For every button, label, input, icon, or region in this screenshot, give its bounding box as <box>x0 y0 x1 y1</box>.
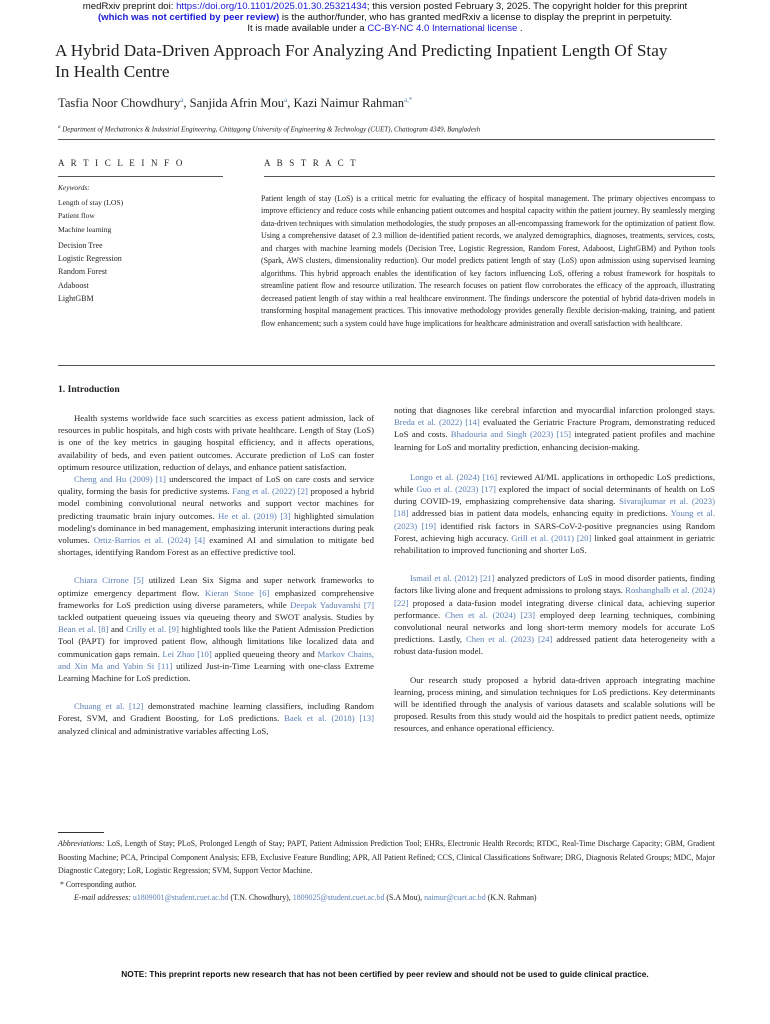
paragraph <box>58 473 374 558</box>
text-run: employed deep learning techniques, combining convolutional neural networks and long short-term memory models for accurate LoS predictions. Lastly, <box>394 609 715 645</box>
email-owner: (K.N. Rahman) <box>485 893 537 903</box>
citation-link[interactable]: Chiara Cirrone [5] <box>74 575 144 586</box>
paragraph <box>58 574 374 684</box>
citation-link[interactable]: Deepak Yaduvanshi [7] <box>290 599 374 610</box>
doi-link[interactable]: https://doi.org/10.1101/2025.01.30.25321434 <box>176 1 367 12</box>
author-affiliation-mark: a <box>284 96 288 104</box>
email-owner: (T.N. Chowdhury), <box>228 893 293 903</box>
email-link[interactable]: naimur@cuet.ac.bd <box>424 893 486 903</box>
citation-link[interactable]: Cheng and Hu (2009) [1] <box>74 474 166 485</box>
abstract-bottom-rule <box>58 365 715 366</box>
paragraph <box>58 700 374 737</box>
citation-link[interactable]: Guo et al. (2023) [17] <box>416 484 496 495</box>
citation-link[interactable]: Chuang et al. [12] <box>74 701 144 712</box>
citation-link[interactable]: Kieran Stone [6] <box>204 587 270 598</box>
citation-link[interactable]: Crilly et al. [9] <box>126 624 179 635</box>
footnote-rule <box>58 832 104 833</box>
banner-line-2: (which was not certified by peer review) is the author/funder, who has granted medRxiv a license to display the preprint in perpetuity. <box>97 12 673 24</box>
citation-link[interactable]: Grill et al. (2011) [20] <box>511 532 592 543</box>
email-link[interactable]: 1809025@student.cuet.ac.bd <box>292 893 385 903</box>
text-run: addressed bias in patient data models, enhancing equity in predictions. <box>408 508 671 519</box>
citation-link[interactable]: Chen et al. (2024) [23] <box>444 609 536 620</box>
paragraph <box>58 412 374 473</box>
keyword-item: Decision Tree <box>58 240 103 250</box>
keyword-item: Random Forest <box>58 267 108 277</box>
text-run: highlighted simulation modeling's dominance in bed management, emphasizing interunit interactions during peak volumes. <box>58 510 374 546</box>
abstract-text: Patient length of stay (LoS) is a critical metric for evaluating the efficacy of hospital management. The primary objectives encompass to improve efficiency and reduce costs while enhancing patient outcomes and hospital capacity within the patient journey. By seamlessly merging data-driven techniques with simulation methodologies, the study proposes an all-encompassing framework for the optimization of patient flow. Using a comprehensive dataset of 2.3 million de-identified patient records, we analyzed demographics, diagnoses, treatments, services, costs, and charges with machine learning models (Decision Tree, Logistic Regression, Random Forest, Adaboost, LightGBM) and Python tools (Spark, AWS clusters, dimensionality reduction). Our model predicts patient length of stay (LoS) upon admission using supervised learning algorithms. This hybrid approach enables the identification of key factors influencing LoS, offering a robust framework for hospitals to streamline patient flow and resource utilization. The research focuses on patient flow corroborates the efficacy of the approach, illustrating decreased patient length of stay within a real healthcare environment. The findings underscore the potential of hybrid data-driven models in transforming hospital management practices. This innovative methodology provides generally flexible decision-making, training, and patient flow enhancement; such a system could have huge implications for healthcare administration and overall satisfaction with healthcare. <box>261 194 715 328</box>
text-run: emphasized comprehensive frameworks for LoS prediction using diverse parameters, while <box>58 587 374 610</box>
author-affiliation-mark: a <box>180 96 184 104</box>
citation-link[interactable]: Roshanghalb et al. (2024) [22] <box>394 585 715 608</box>
text-run: analyzed clinical and administrative variables affecting LoS, <box>58 725 269 736</box>
citation-link[interactable]: Chen et al. (2023) [24] <box>465 634 553 645</box>
license-link[interactable]: CC-BY-NC 4.0 International license <box>367 23 518 35</box>
keyword-item: Length of stay (LOS) <box>58 198 124 207</box>
keyword-item: Machine learning <box>58 224 112 234</box>
abstract-rule <box>264 176 715 177</box>
text-run: identified risk factors in SARS-CoV-2-positive pregnancies using Random Forest, achieving high accuracy. <box>394 520 716 543</box>
banner-line-3: It is made available under a CC-BY-NC 4.0 International license . <box>247 23 523 35</box>
citation-link[interactable]: Lei Zhao [10] <box>162 648 212 659</box>
article-info-rule <box>58 176 223 177</box>
banner-line-1: medRxiv preprint doi: https://doi.org/10.1101/2025.01.30.25321434; this version posted February 3, 2025. The copyright holder for this preprint <box>82 1 688 12</box>
citation-link[interactable]: Bhadouria and Singh (2023) [15] <box>450 429 572 440</box>
keyword-list <box>58 196 123 305</box>
intro-left-column <box>58 412 374 749</box>
paragraph <box>394 404 715 453</box>
text-run: evaluated the Geriatric Fracture Program, demonstrating reduced LoS and costs. <box>394 417 716 440</box>
text-run: reviewed AI/ML applications in orthopedic LoS predictions, while <box>394 471 715 495</box>
preprint-disclaimer: NOTE: This preprint reports new research that has not been certified by peer review and should not be used to guide clinical practice. <box>121 969 649 979</box>
citation-link[interactable]: He et al. (2019) [3] <box>218 510 291 521</box>
abstract-heading: A B S T R A C T <box>264 158 358 168</box>
paper-title: A Hybrid Data-Driven Approach For Analyzing And Predicting Inpatient Length Of Stay In Health Centre <box>55 41 668 81</box>
text-run: Health systems worldwide face such scarcities as excess patient admission, lack of resources in public hospitals, and high costs with private healthcare. Length of Stay (LoS) is one of the key metrics in gauging hospital efficiency, and it affects operations, availability of beds, and even patient outcomes. Accurate prediction of LoS can foster optimum resource utilization, reduction of delays, and enhance patient satisfaction. <box>58 413 374 472</box>
text-run: proposed a hybrid model combining convolutional neural networks and support vector machines for predicting traumatic brain injury outcomes. <box>58 486 374 521</box>
author-affiliation-mark: a,* <box>404 96 413 104</box>
text-run: highlighted tools like the Patient Admission Prediction Tool (PAPT) for improved patient flow, although limitations like localized data and communication gaps remain. <box>58 624 375 659</box>
text-run: utilized Just-in-Time Learning with one-class Extreme Learning Machine for LoS prediction. <box>58 660 374 684</box>
corresponding-author-note: * Corresponding author. <box>60 879 137 889</box>
author-name: Tasfia Noor Chowdhury <box>58 96 181 111</box>
affiliation: $^a$ Department of Mechatronics & Industrial Engineering, Chittagong University of Engineering & Technology (CUET), Chattogram 4349, Bangladesh <box>58 125 481 134</box>
citation-link[interactable]: Longo et al. (2024) [16] <box>410 471 498 482</box>
keywords-label: Keywords: <box>58 183 90 192</box>
paragraph <box>394 572 715 657</box>
citation-link[interactable]: Fang et al. (2022) [2] <box>232 486 308 497</box>
footnotes <box>58 837 715 905</box>
preprint-banner <box>0 1 770 35</box>
author-name: Sanjida Afrin Mou <box>189 96 285 111</box>
header-rule <box>58 139 715 140</box>
author-name: Kazi Naimur Rahman <box>293 96 405 111</box>
text-run: demonstrated machine learning classifiers, including Random Forest, SVM, and Gradient Boosting, for LoS predictions. <box>58 701 375 724</box>
citation-link[interactable]: Baek et al. (2018) [13] <box>284 713 374 724</box>
text-run: applied queueing theory and <box>211 648 318 659</box>
text-run: tackled outpatient queueing issues via queueing theory and SWOT analysis. Studies by <box>58 612 374 623</box>
text-run: proposed a data-fusion model integrating diverse clinical data, achieving superior performance. <box>394 597 715 620</box>
text-run: integrated patient profiles and machine learning for LoS and mortality prediction, enhancing decision-making. <box>394 429 715 452</box>
text-run: Our research study proposed a hybrid data-driven approach integrating machine learning, process mining, and simulation techniques for LoS predictions. Key determinants will be identified through the analysis of various datasets and scalable solutions will be proposed. Results from this study would aid the hospitals to predict patient needs, optimize resources, and enhance operational efficiency. <box>394 674 715 734</box>
email-link[interactable]: u1809001@student.cuet.ac.bd <box>132 893 229 903</box>
keyword-item: Patient flow <box>58 211 95 221</box>
email-addresses: E-mail addresses: u1809001@student.cuet.ac.bd (T.N. Chowdhury), 1809025@student.cuet.ac.bd (S.A Mou), naimur@cuet.ac.bd (K.N. Rahman) <box>74 893 537 903</box>
citation-link[interactable]: Bean et al. [8] <box>58 624 109 635</box>
citation-link[interactable]: Ortiz-Barrios et al. (2024) [4] <box>93 535 206 546</box>
section-heading-introduction: 1. Introduction <box>58 384 120 395</box>
text-run: underscored the impact of LoS on care costs and service quality, forming the basis for predictive systems. <box>58 474 375 497</box>
email-owner: (S.A Mou), <box>384 893 425 903</box>
text-run: and <box>108 624 127 635</box>
text-run: linked goal attainment in geriatric rehabilitation to improved functioning and shorter LoS. <box>394 532 715 556</box>
text-run: addressed patient data heterogeneity with a robust data-fusion model. <box>394 634 715 657</box>
paragraph <box>394 674 715 735</box>
intro-right-column <box>394 404 715 747</box>
keyword-item: LightGBM <box>58 294 94 304</box>
text-run: explored the impact of social determinants of health on LoS during COVID-19, emphasizing comprehensive data sharing. <box>394 484 715 507</box>
text-run: examined AI and simulation to mitigate bed shortages, identifying Random Forest as an effective predictive tool. <box>58 535 374 558</box>
paragraph <box>394 471 715 556</box>
keyword-item: Adaboost <box>58 280 89 290</box>
citation-link[interactable]: Young et al. (2023) [19] <box>394 508 715 531</box>
text-run: noting that diagnoses like cerebral infarction and myocardial infarction prolonged stays. <box>394 405 715 415</box>
text-run: utilized Lean Six Sigma and super network frameworks to optimize emergency department flow. <box>58 575 374 598</box>
citation-link[interactable]: Ismail et al. (2012) [21] <box>410 573 495 584</box>
author-list: Tasfia Noor Chowdhury$^a$, Sanjida Afrin Mou$^a$, Kazi Naimur Rahman$^{a,*}$ <box>58 96 413 111</box>
citation-link[interactable]: Sivarajkumar et al. (2023) [18] <box>394 496 715 519</box>
citation-link[interactable]: Markov Chains, and Xin Ma and Yabin Si [11] <box>58 648 375 671</box>
peer-review-notice: (which was not certified by peer review) <box>97 12 280 24</box>
abbreviations-footnote: Abbreviations: LoS, Length of Stay; PLoS, Prolonged Length of Stay; PAPT, Patient Admission Prediction Tool; EHRs, Electronic Health Records; RTDC, Real-Time Discharge Capacity; GBM, Gradient Boosting Machine; PCA, Principal Component Analysis; EFB, Exclusive Feature Bundling; APR, All Patient Refined; CCS, Clinical Classifications Software; DRG, Diagnosis Related Groups; MDC, Major Diagnostic Category; LoR, Logistic Regression; SVM, Support Vector Machine. <box>58 839 715 876</box>
text-run: analyzed predictors of LoS in mood disorder patients, finding factors like living alone and frequent admissions to prolong stays. <box>394 573 715 596</box>
keyword-item: Logistic Regression <box>58 254 122 264</box>
article-info-heading: A R T I C L E I N F O <box>58 158 185 168</box>
citation-link[interactable]: Breda et al. (2022) [14] <box>394 417 480 428</box>
